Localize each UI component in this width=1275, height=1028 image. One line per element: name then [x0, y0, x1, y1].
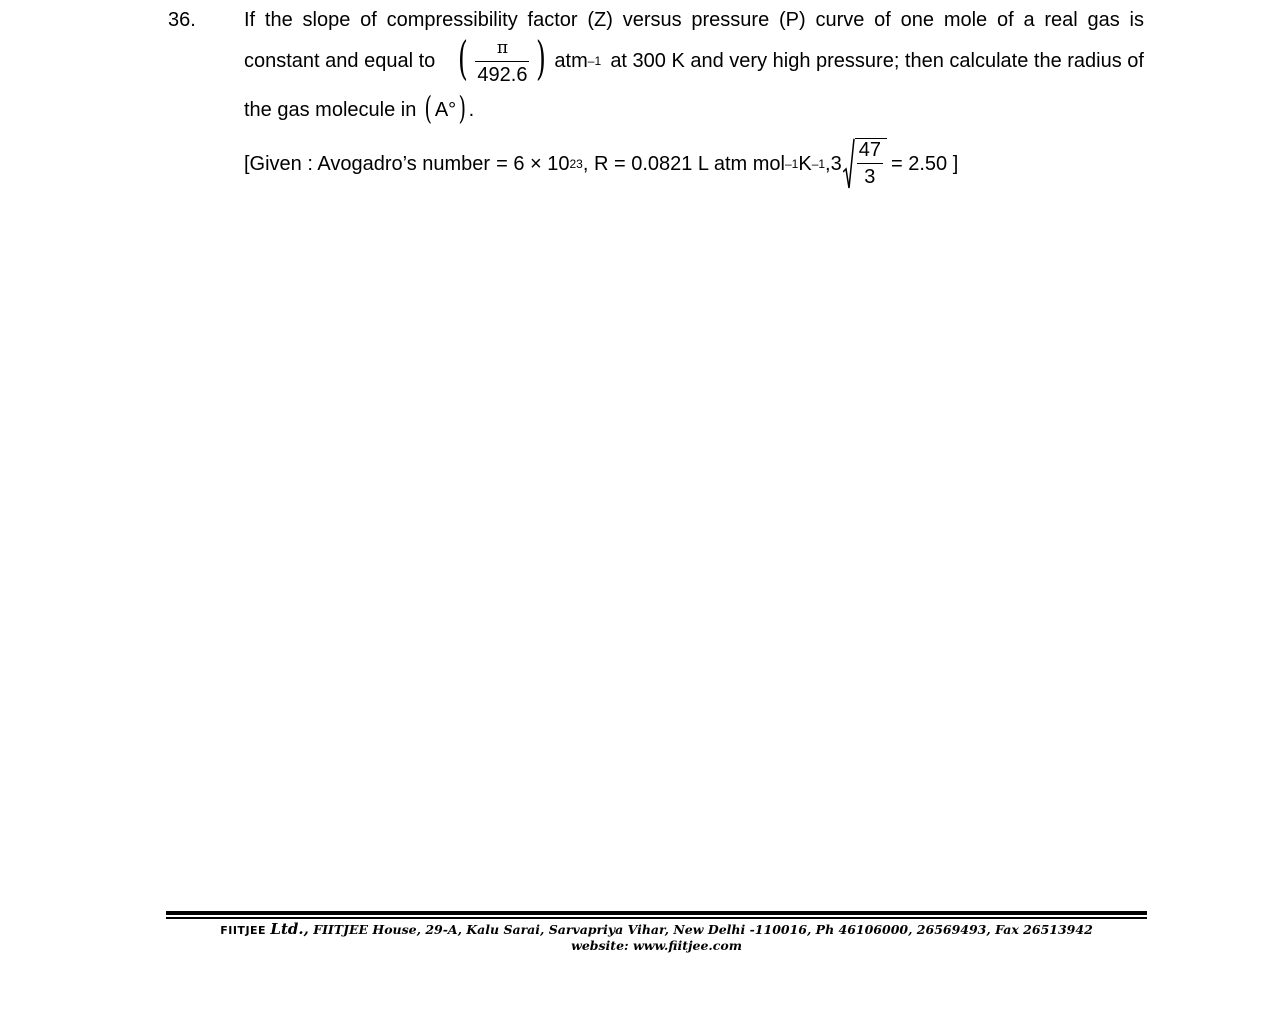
angstrom-unit: A°	[434, 98, 457, 121]
given-separator: ,3	[825, 152, 842, 175]
avogadro-value: = 6 × 10	[496, 152, 570, 175]
slope-expression: ( $\frac{\pi}{492.6}$ ) atm –1	[458, 31, 602, 86]
slope-fraction	[475, 37, 529, 86]
footer-rule-thick	[166, 911, 1147, 915]
given-prefix: [Given : Avogadro’s number	[244, 152, 491, 175]
square-root	[843, 138, 887, 190]
sqrt-denominator: 3	[864, 166, 876, 188]
footer-website: website: www.fiitjee.com	[571, 938, 742, 953]
slope-numerator: π	[496, 37, 509, 58]
footer-address: FIITJEE House, 29-A, Kalu Sarai, Sarvapriya Vihar, New Delhi -110016, Ph 46106000, 26569493, Fax 26513942	[313, 922, 1093, 937]
line3-period: .	[468, 98, 475, 121]
line2-suffix: at 300 K and very high pressure; then calculate the radius of	[610, 49, 1144, 72]
gas-constant: , R = 0.0821 L atm mol	[582, 152, 785, 175]
question-number: 36.	[168, 9, 196, 31]
sqrt-numerator: 47	[858, 139, 881, 161]
line3-prefix: the gas molecule in	[244, 98, 417, 121]
footer-address-line	[166, 922, 1147, 938]
given-data-line: [Given : Avogadro’s number = 6 × 10 23 , R = 0.0821 L atm mol –1 K –1 ,3 $\frac{47}{3}$ = 2.50 ]	[244, 139, 959, 188]
footer-ltd: Ltd.,	[270, 920, 309, 938]
line2-prefix: constant and equal to	[244, 49, 436, 72]
sqrt-result: = 2.50 ]	[890, 152, 959, 175]
question-line-1: If the slope of compressibility factor (Z) versus pressure (P) curve of one mole of a real gas is	[244, 9, 1144, 31]
footer-rule-thin	[166, 917, 1147, 919]
question-line-3: the gas molecule in ( A° ) .	[244, 89, 475, 127]
slope-denominator: 492.6	[477, 63, 528, 86]
radical-sign-icon	[843, 138, 855, 190]
kelvin-unit: K	[798, 152, 812, 175]
slope-unit: atm	[554, 49, 588, 72]
fiitjee-logo: FIITJEE	[220, 924, 267, 937]
question-line-2	[244, 31, 1144, 88]
